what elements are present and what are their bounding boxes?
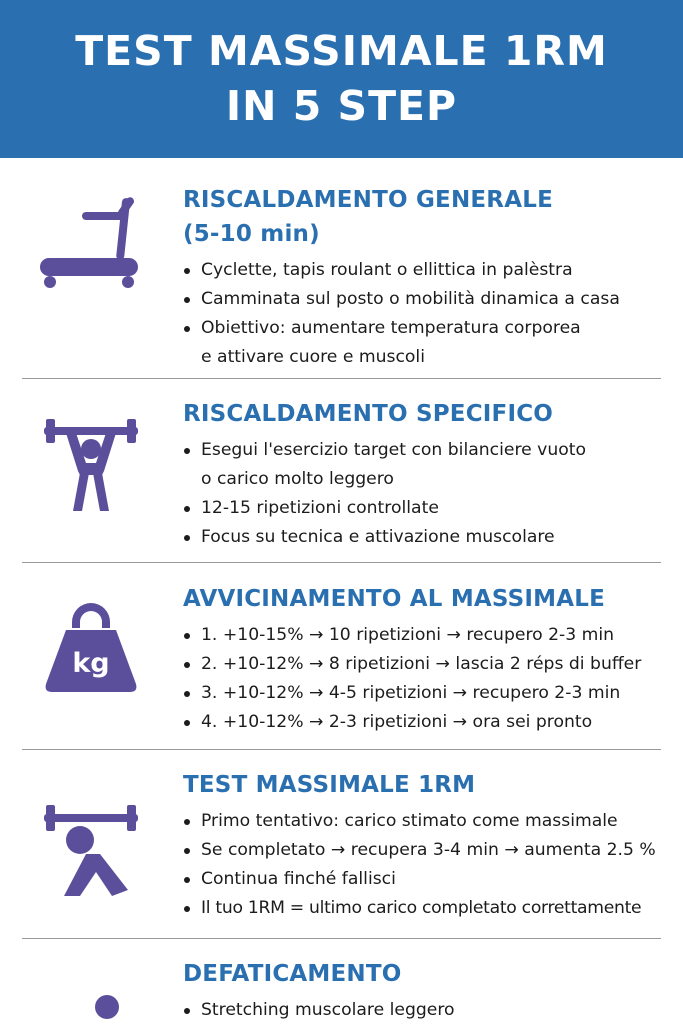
bullet-list	[183, 436, 667, 552]
weightlifter-icon	[36, 411, 146, 521]
section-title: TEST MASSIMALE 1RM	[183, 772, 476, 798]
bullet-list	[183, 621, 667, 737]
section-title: RISCALDAMENTO GENERALE (5-10 min)	[183, 187, 553, 247]
section-title: RISCALDAMENTO SPECIFICO	[183, 401, 554, 427]
bullet-list	[183, 807, 667, 923]
section-title: AVVICINAMENTO AL MASSIMALE	[183, 586, 606, 612]
list-item: Obiettivo: aumentare temperatura corporea e attivare cuore e muscoli	[183, 314, 667, 372]
bullet-list	[183, 996, 667, 1024]
section-divider	[22, 938, 661, 939]
list-item: Stretching muscolare leggero	[183, 996, 667, 1024]
list-item: 3. +10-12% → 4-5 ripetizioni → recupero 2-3 min	[183, 679, 667, 708]
list-item: Cyclette, tapis roulant o ellittica in palèstra	[183, 256, 667, 285]
list-item: Se completato → recupera 3-4 min → aumenta 2.5 %	[183, 836, 667, 865]
list-item: Il tuo 1RM = ultimo carico completato correttamente	[183, 894, 667, 923]
section-divider	[22, 562, 661, 563]
list-item: 4. +10-12% → 2-3 ripetizioni → ora sei pronto	[183, 708, 667, 737]
list-item: Primo tentativo: carico stimato come massimale	[183, 807, 667, 836]
squat-barbell-icon	[36, 796, 146, 906]
bullet-list	[183, 256, 667, 372]
list-item: Esegui l'esercizio target con bilanciere vuoto o carico molto leggero	[183, 436, 667, 494]
section-divider	[22, 378, 661, 379]
person-stretching-icon	[36, 983, 146, 1024]
list-item: Camminata sul posto o mobilità dinamica a casa	[183, 285, 667, 314]
list-item: 1. +10-15% → 10 ripetizioni → recupero 2-3 min	[183, 621, 667, 650]
list-item: 2. +10-12% → 8 ripetizioni → lascia 2 réps di buffer	[183, 650, 667, 679]
list-item: 12-15 ripetizioni controllate	[183, 494, 667, 523]
list-item: Continua finché fallisci	[183, 865, 667, 894]
treadmill-icon	[36, 190, 146, 300]
header-banner	[0, 0, 683, 158]
section-title: DEFATICAMENTO	[183, 961, 402, 987]
kettlebell-kg-icon	[36, 592, 146, 702]
section-divider	[22, 749, 661, 750]
kettlebell-label: kg	[72, 648, 110, 679]
page-title: TEST MASSIMALE 1RM IN 5 STEP	[75, 27, 608, 130]
list-item: Focus su tecnica e attivazione muscolare	[183, 523, 667, 552]
